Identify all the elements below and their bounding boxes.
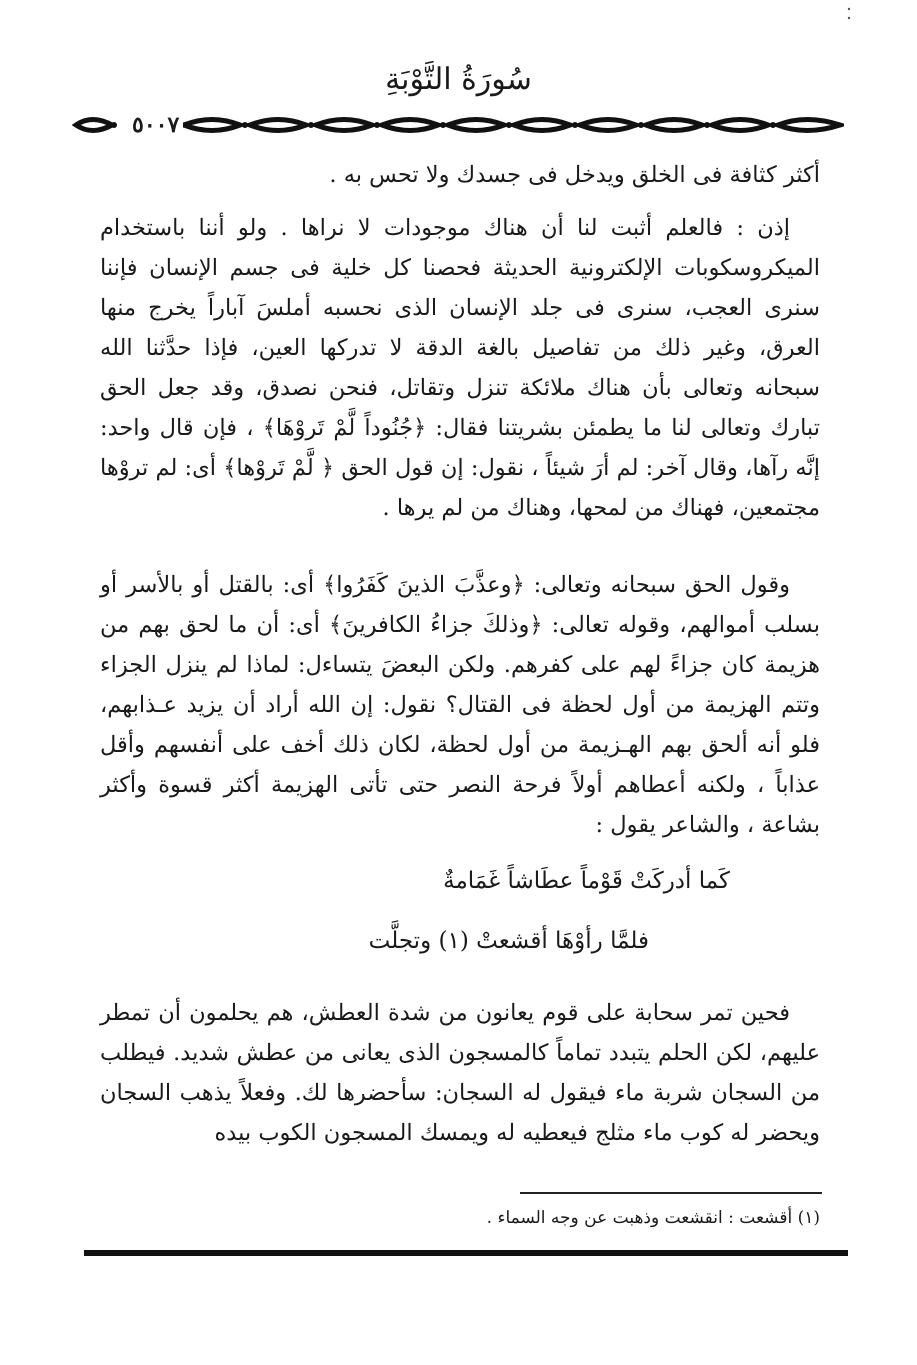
ornament-link xyxy=(712,120,768,131)
poem-verse-line-2: فلمَّا رأوْهَا أقشعتْ (١) وتجلَّت xyxy=(368,928,649,954)
bottom-rule xyxy=(84,1250,848,1256)
paragraph-text: فحين تمر سحابة على قوم يعانون من شدة العطش، هم يحلمون أن تمطر عليهم، لكن الحلم يتبدد تماماً كالمسجون الذى يعانى من عطش شديد. فيطلب من السجان شربة ماء فيقول له السجان: سأحضرها لك. وفعلاً يذهب السجان ويحضر له كوب ماء مثلج فيعطيه له ويمسك المسجون الكوب بيده xyxy=(100,1000,820,1146)
ornament-link xyxy=(184,120,240,131)
corner-mark xyxy=(847,6,851,20)
ornament-link xyxy=(316,120,372,131)
paragraph xyxy=(100,565,820,845)
ornament-link xyxy=(250,120,306,131)
ornament-link xyxy=(448,120,504,131)
header-ornament-border xyxy=(72,110,844,140)
surah-title: سُورَةُ التَّوْبَةِ xyxy=(385,62,532,97)
paragraph-text: أكثر كثافة فى الخلق ويدخل فى جسدك ولا تحس به . xyxy=(329,162,820,188)
paragraph-text: إذن : فالعلم أثبت لنا أن هناك موجودات لا نراها . ولو أننا باستخدام الميكروسكوبات الإلكترونية الحديثة فحصنا كل خلية فى جسم الإنسان فإننا سنرى العجب، سنرى فى جلد الإنسان الذى نحسبه أملسَ آباراً يخرج منها العرق، وغير ذلك من تفاصيل بالغة الدقة لا تدركها العين، فإذا حدَّثنا الله سبحانه وتعالى بأن هناك ملائكة تنزل وتقاتل، فنحن نصدق، وقد جعل الحق تبارك وتعالى لنا ما يطمئن بشريتنا فقال: ﴿جُنُوداً لَّمْ تَروْهَا﴾ ، فإن قال واحد: إنَّه رآها، وقال آخر: لم أرَ شيئاً ، نقول: إن قول الحق ﴿ لَّمْ تَروْها﴾ أى: لم تروْها مجتمعين، فهناك من لمحها، وهناك من لم يرها . xyxy=(100,215,820,521)
paragraph xyxy=(100,155,820,195)
ornament-link xyxy=(514,120,570,131)
ornament-link xyxy=(76,120,112,131)
paragraph xyxy=(100,208,820,528)
ornament-link xyxy=(382,120,438,131)
footnote: (١) أقشعت : انقشعت وذهبت عن وجه السماء . xyxy=(486,1208,820,1228)
paragraph xyxy=(100,993,820,1153)
footnote-separator xyxy=(520,1192,822,1194)
ornament-link xyxy=(778,120,840,131)
ornament-link xyxy=(580,120,636,131)
page-number: ٥٠٠٧ xyxy=(128,111,183,139)
ornament-link xyxy=(646,120,702,131)
paragraph-text: وقول الحق سبحانه وتعالى: ﴿وعذَّبَ الذينَ كَفَرُوا﴾ أى: بالقتل أو بالأسر أو بسلب أموالهم، وقوله تعالى: ﴿وذلكَ جزاءُ الكافرينَ﴾ أى: أن ما لحق بهم من هزيمة كان جزاءً لهم على كفرهم. ولكن البعضَ يتساءل: لماذا لم ينزل الجزاء وتتم الهزيمة من أول لحظة فى القتال؟ نقول: إن الله أراد أن يزيد عـذابهم، فلو أنه ألحق بهم الهـزيمة من أول لحظة، لكان ذلك أخف على أنفسهم وأقل عذاباً ، ولكنه أعطاهم أولاً فرحة النصر حتى تأتى الهزيمة أكثر قسوة وأكثر بشاعة ، والشاعر يقول : xyxy=(100,572,820,838)
poem-verse-line-1: كَما أدركَتْ قَوْماً عطَاشاً غَمَامةٌ xyxy=(443,868,730,894)
